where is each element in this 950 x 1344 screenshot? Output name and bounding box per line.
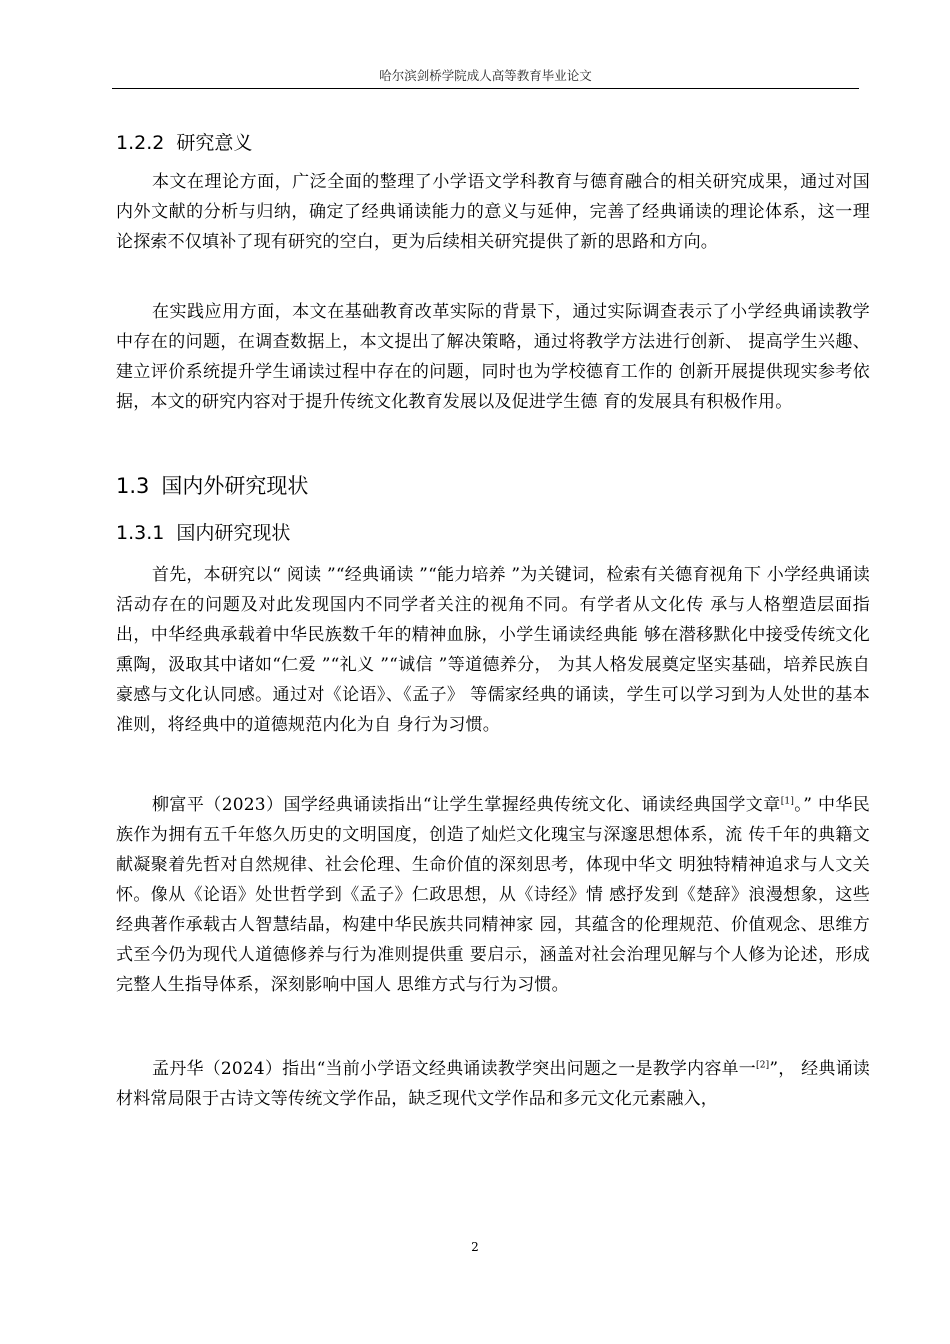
paragraph-text: 。” 中华民族作为拥有五千年悠久历史的文明国度，创造了灿烂文化瑰宝与深邃思想体系，流 传千年的典籍文献凝聚着先哲对自然规律、社会伦理、生命价值的深刻思考，体现中华文 明独特精神追求与人文关怀。像从《论语》处世哲学到《孟子》仁政思想，从《诗经》情 感抒发到《楚辞》浪漫想象，这些经典著作承载古人智慧结晶，构建中华民族共同精神家 园，其蕴含的伦理规范、价值观念、思维方式至今仍为现代人道德修养与行为准则提供重 要启示，涵盖对社会治理见解与个人修为论述，形成完整人生指导体系，深刻影响中国人 思维方式与行为习惯。 [116, 795, 871, 995]
section-title: 研究意义 [176, 132, 253, 154]
section-title: 国内外研究现状 [161, 474, 309, 498]
paragraph-liu-fuping [116, 790, 870, 1000]
section-heading-1-3-1 [116, 518, 290, 545]
page-number: 2 [471, 1240, 479, 1254]
header-rule [112, 88, 859, 89]
paragraph-meng-danhua [116, 1054, 870, 1114]
running-header: 哈尔滨剑桥学院成人高等教育毕业论文 [379, 68, 592, 83]
paragraph-theory: 本文在理论方面，广泛全面的整理了小学语文学科教育与德育融合的相关研究成果，通过对国内外文献的分析与归纳，确定了经典诵读能力的意义与延伸，完善了经典诵读的理论体系，这一理论探索不仅填补了现有研究的空白，更为后续相关研究提供了新的思路和方向。 [116, 172, 870, 252]
paragraph-domestic-intro: 首先，本研究以“ 阅读 ”“经典诵读 ”“能力培养 ”为关键词，检索有关德育视角下 小学经典诵读活动存在的问题及对此发现国内不同学者关注的视角不同。有学者从文化传 承与人格塑造层面指出，中华经典承载着中华民族数千年的精神血脉，小学生诵读经典能 够在潜移默化中接受传统文化熏陶，汲取其中诸如“仁爱 ”“礼义 ”“诚信 ”等道德养分， 为其人格发展奠定坚实基础，培养民族自豪感与文化认同感。通过对《论语》、《孟子》 等儒家经典的诵读，学生可以学习到为人处世的基本准则，将经典中的道德规范内化为自 身行为习惯。 [116, 565, 870, 735]
paragraph-practice: 在实践应用方面，本文在基础教育改革实际的背景下，通过实际调查表示了小学经典诵读教学中存在的问题，在调查数据上，本文提出了解决策略，通过将教学方法进行创新、 提高学生兴趣、建立评价系统提升学生诵读过程中存在的问题，同时也为学校德育工作的 创新开展提供现实参考依据，本文的研究内容对于提升传统文化教育发展以及促进学生德 育的发展具有积极作用。 [116, 302, 870, 412]
section-number: 1.3.1 [116, 522, 165, 544]
paragraph-text: ”， 经典诵读材料常局限于古诗文等传统文学作品，缺乏现代文学作品和多元文化元素融入， [116, 1059, 871, 1109]
section-heading-1-3 [116, 470, 308, 500]
section-number: 1.2.2 [116, 132, 165, 154]
section-heading-1-2-2 [116, 128, 252, 155]
citation-ref[interactable]: [1] [780, 796, 795, 807]
paragraph-text: 孟丹华（2024）指出“当前小学语文经典诵读教学突出问题之一是教学内容单一 [152, 1059, 757, 1079]
section-title: 国内研究现状 [176, 522, 291, 544]
paragraph-text: 柳富平（2023）国学经典诵读指出“让学生掌握经典传统文化、诵读经典国学文章 [152, 795, 781, 815]
citation-ref[interactable]: [2] [756, 1060, 770, 1071]
section-number: 1.3 [116, 474, 150, 498]
